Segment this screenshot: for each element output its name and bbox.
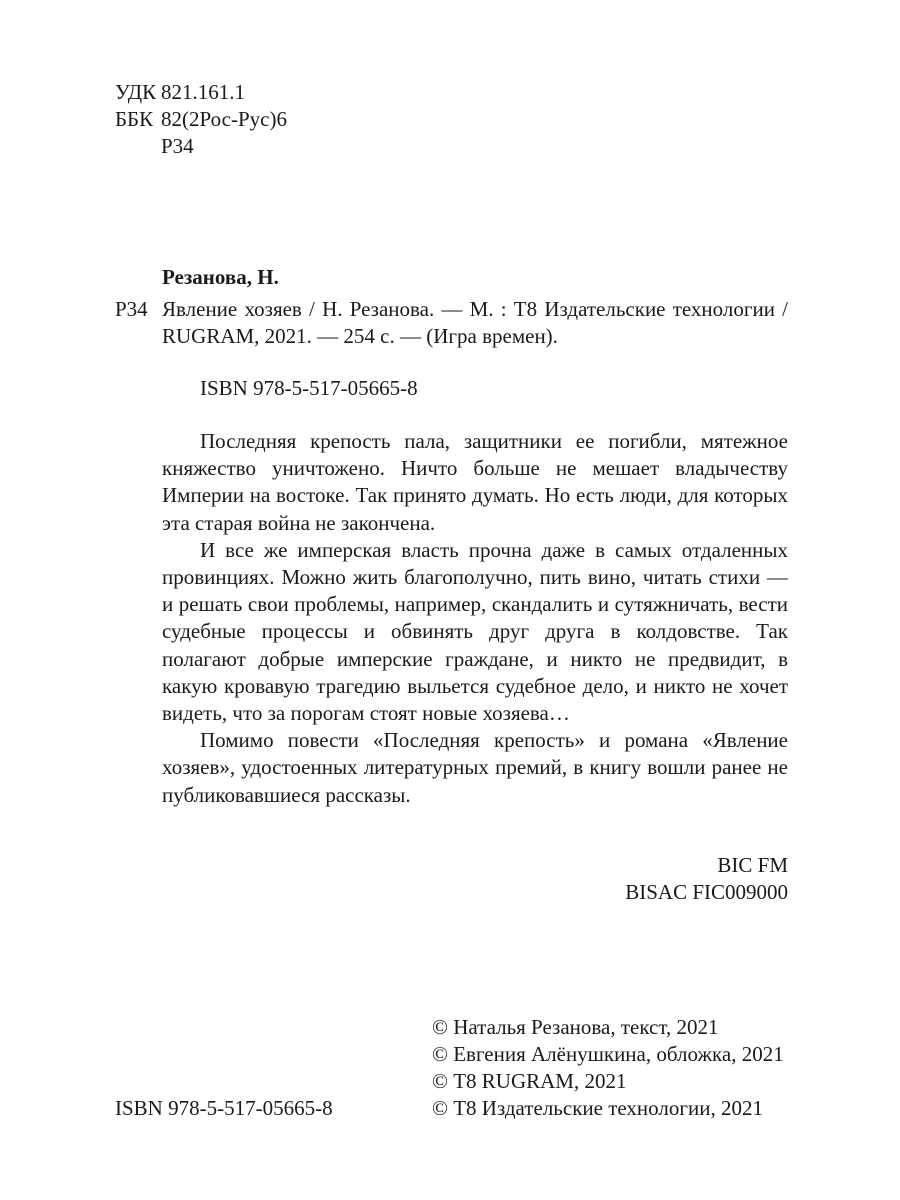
classification-block [115, 79, 287, 160]
bibliographic-description: Явление хозяев / Н. Резанова. — М. : Т8 Издательские технологии / RUGRAM, 2021. — 254 с. — (Игра времен). [162, 297, 788, 348]
bbk-label: ББК [115, 107, 154, 131]
udk-row [115, 79, 287, 106]
copyright-line: © Наталья Резанова, текст, 2021 [432, 1015, 719, 1039]
annotation-paragraph: Последняя крепость пала, защитники ее погибли, мятежное княжество уничтожено. Ничто больше не мешает владычеству Империи на востоке. Так принято думать. Но есть люди, для которых эта старая война не закончена. [162, 429, 788, 535]
subject-codes [625, 852, 788, 906]
copyright-line: © Т8 RUGRAM, 2021 [432, 1069, 627, 1093]
bbk-row [115, 106, 287, 133]
udk-value: 821.161.1 [161, 80, 245, 104]
cutter-mark: Р34 [115, 297, 148, 321]
annotation [162, 428, 788, 809]
author-mark: Р34 [161, 134, 194, 158]
copyright-block [432, 1014, 784, 1122]
copyright-line: © Т8 Издательские технологии, 2021 [432, 1096, 763, 1120]
annotation-paragraph: Помимо повести «Последняя крепость» и романа «Явление хозяев», удостоенных литературных премий, в книгу вошли ранее не публиковавшиеся рассказы. [162, 728, 788, 807]
udk-label: УДК [115, 80, 157, 104]
isbn-line: ISBN 978-5-517-05665-8 [200, 376, 418, 400]
bic-code: BIC FM [717, 853, 788, 877]
copyright-line: © Евгения Алёнушкина, обложка, 2021 [432, 1042, 784, 1066]
author-mark-row [115, 133, 287, 160]
author-heading: Резанова, Н. [162, 265, 279, 289]
bisac-code: BISAC FIC009000 [625, 880, 788, 904]
bbk-value: 82(2Рос-Рус)6 [161, 107, 287, 131]
footer-isbn: ISBN 978-5-517-05665-8 [115, 1096, 333, 1120]
annotation-paragraph: И все же имперская власть прочна даже в самых отдаленных провинциях. Можно жить благополучно, пить вино, читать стихи — и решать свои проблемы, например, скандалить и сутяжничать, вести судебные процессы и обвинять друг друга в колдовстве. Так полагают добрые имперские граждане, и никто не предвидит, в какую кровавую трагедию выльется судебное дело, и никто не хочет видеть, что за порогам стоят новые хозяева… [162, 537, 788, 726]
